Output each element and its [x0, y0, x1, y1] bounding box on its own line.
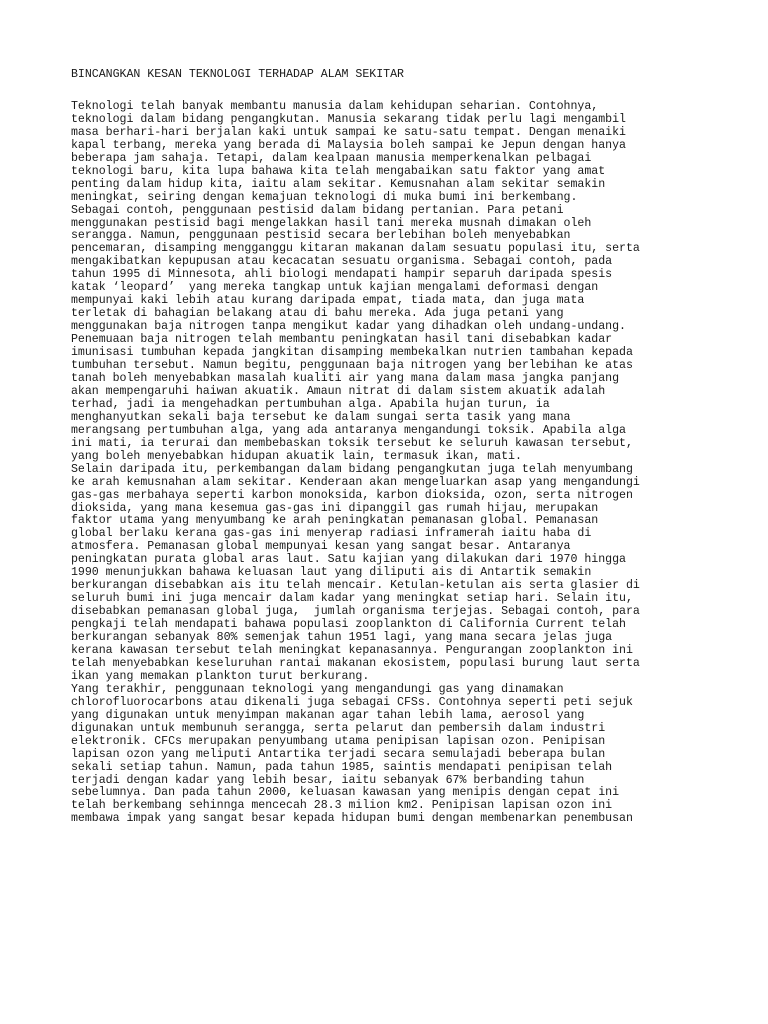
- text-line: disebabkan pemanasan global juga, jumlah organisma terjejas. Sebagai contoh, para: [71, 605, 640, 619]
- text-line: mempunyai kaki lebih atau kurang daripada empat, tiada mata, dan juga mata: [71, 294, 585, 308]
- text-line: Yang terakhir, penggunaan teknologi yang mengandungi gas yang dinamakan: [71, 682, 564, 696]
- text-line: akan mempengaruhi haiwan akuatik. Amaun nitrat di dalam sistem akuatik adalah: [71, 384, 606, 398]
- text-line: berkurangan disebabkan ais itu telah mencair. Ketulan-ketulan ais serta glasier di: [71, 579, 640, 593]
- text-line: tanah boleh menyebabkan masalah kualiti air yang mana dalam masa jangka panjang: [71, 371, 620, 385]
- text-line: Teknologi telah banyak membantu manusia dalam kehidupan seharian. Contohnya,: [71, 99, 599, 113]
- text-line: tumbuhan tersebut. Namun begitu, penggunaan baja nitrogen yang berlebihan ke atas: [71, 359, 633, 373]
- text-line: Penemuaan baja nitrogen telah membantu peningkatan hasil tani disebabkan kadar: [71, 333, 613, 347]
- text-line: teknologi baru, kita lupa bahawa kita telah mengabaikan satu faktor yang amat: [71, 164, 606, 178]
- text-line: beberapa jam sahaja. Tetapi, dalam kealpaan manusia memperkenalkan pelbagai: [71, 151, 592, 165]
- text-line: imunisasi tumbuhan kepada jangkitan disamping membekalkan nutrien tambahan kepada: [71, 346, 633, 360]
- text-line: terletak di bahagian belakang atau di bahu mereka. Ada juga petani yang: [71, 307, 564, 321]
- document-title: BINCANGKAN KESAN TEKNOLOGI TERHADAP ALAM SEKITAR: [71, 68, 404, 81]
- text-line: yang boleh menyebabkan hidupan akuatik lain, termasuk ikan, mati.: [71, 449, 522, 463]
- text-line: peningkatan purata global aras laut. Satu kajian yang dilakukan dari 1970 hingga: [71, 553, 626, 567]
- text-line: sekali setiap tahun. Namun, pada tahun 1985, saintis mendapati penipisan telah: [71, 760, 613, 774]
- text-line: chlorofluorocarbons atau dikenali juga sebagai CFSs. Contohnya seperti peti sejuk: [71, 695, 633, 709]
- title-spacer: [71, 82, 731, 101]
- text-line: berkurangan sebanyak 80% semenjak tahun 1951 lagi, yang mana secara jelas juga: [71, 631, 613, 645]
- text-line: 1990 menunjukkan bahawa keluasan laut yang diliputi ais di Antartik semakin: [71, 566, 592, 580]
- text-line: lapisan ozon yang meliputi Antartika terjadi secara semulajadi beberapa bulan: [71, 747, 606, 761]
- text-line: terjadi dengan kadar yang lebih besar, iaitu sebanyak 67% berbanding tahun: [71, 773, 585, 787]
- text-line: Sebagai contoh, penggunaan pestisid dalam bidang pertanian. Para petani: [71, 203, 564, 217]
- text-line: katak ‘leopard’ yang mereka tangkap untuk kajian mengalami deformasi dengan: [71, 281, 599, 295]
- text-line: penting dalam hidup kita, iaitu alam sekitar. Kemusnahan alam sekitar semakin: [71, 177, 606, 191]
- text-line: ikan yang memakan plankton turut berkurang.: [71, 669, 370, 683]
- text-line: telah berkembang sehinnga mencecah 28.3 milion km2. Penipisan lapisan ozon ini: [71, 799, 613, 813]
- text-line: telah menyebabkan keseluruhan rantai makanan ekosistem, populasi burung laut serta: [71, 656, 640, 670]
- text-line: tahun 1995 di Minnesota, ahli biologi mendapati hampir separuh daripada spesis: [71, 268, 613, 282]
- text-line: meningkat, seiring dengan kemajuan teknologi di muka bumi ini berkembang.: [71, 190, 578, 204]
- text-line: merangsang pertumbuhan alga, yang ada antaranya mengandungi toksik. Apabila alga: [71, 423, 626, 437]
- text-line: kapal terbang, mereka yang berada di Malaysia boleh sampai ke Jepun dengan hanya: [71, 138, 626, 152]
- text-line: dioksida, yang mana kesemua gas-gas ini dipanggil gas rumah hijau, merupakan: [71, 501, 599, 515]
- document-text: [71, 101, 731, 826]
- text-line: pengkaji telah mendapati bahawa populasi zooplankton di California Current telah: [71, 618, 626, 632]
- document-body: [71, 69, 731, 826]
- text-line: terhad, jadi ia mengehadkan pertumbuhan alga. Apabila hujan turun, ia: [71, 397, 550, 411]
- text-line: masa berhari-hari berjalan kaki untuk sampai ke satu-satu tempat. Dengan menaiki: [71, 125, 626, 139]
- text-line: membawa impak yang sangat besar kepada hidupan bumi dengan membenarkan penembusan: [71, 812, 633, 826]
- text-line: kerana kawasan tersebut telah meningkat kepanasannya. Pengurangan zooplankton ini: [71, 643, 633, 657]
- text-line: atmosfera. Pemanasan global mempunyai kesan yang sangat besar. Antaranya: [71, 540, 571, 554]
- text-line: menggunakan baja nitrogen tanpa mengikut kadar yang dihadkan oleh undang-undang.: [71, 320, 626, 334]
- text-line: ini mati, ia terurai dan membebaskan toksik tersebut ke seluruh kawasan tersebut,: [71, 436, 633, 450]
- text-line: gas-gas merbahaya seperti karbon monoksida, karbon dioksida, ozon, serta nitrogen: [71, 488, 633, 502]
- text-line: digunakan untuk membunuh serangga, serta pelarut dan pembersih dalam industri: [71, 721, 606, 735]
- text-line: global berlaku kerana gas-gas ini menyerap radiasi inframerah iaitu haba di: [71, 527, 592, 541]
- text-line: sebelumnya. Dan pada tahun 2000, keluasan kawasan yang menipis dengan cepat ini: [71, 786, 620, 800]
- text-line: faktor utama yang menyumbang ke arah peningkatan pemanasan global. Pemanasan: [71, 514, 599, 528]
- text-line: menghanyutkan sekali baja tersebut ke dalam sungai serta tasik yang mana: [71, 410, 571, 424]
- text-line: menggunakan pestisid bagi mengelakkan hasil tani mereka musnah dimakan oleh: [71, 216, 592, 230]
- text-line: teknologi dalam bidang pengangkutan. Manusia sekarang tidak perlu lagi mengambil: [71, 112, 626, 126]
- text-line: Selain daripada itu, perkembangan dalam bidang pengangkutan juga telah menyumbang: [71, 462, 633, 476]
- text-line: mengakibatkan kepupusan atau kecacatan sesuatu organisma. Sebagai contoh, pada: [71, 255, 613, 269]
- text-line: yang digunakan untuk menyimpan makanan agar tahan lebih lama, aerosol yang: [71, 708, 585, 722]
- text-line: pencemaran, disamping mengganggu kitaran makanan dalam sesuatu populasi itu, serta: [71, 242, 640, 256]
- text-line: seluruh bumi ini juga mencair dalam kadar yang meningkat setiap hari. Selain itu,: [71, 592, 633, 606]
- text-line: serangga. Namun, penggunaan pestisid secara berlebihan boleh menyebabkan: [71, 229, 571, 243]
- text-line: ke arah kemusnahan alam sekitar. Kenderaan akan mengeluarkan asap yang mengandungi: [71, 475, 640, 489]
- text-line: elektronik. CFCs merupakan penyumbang utama penipisan lapisan ozon. Penipisan: [71, 734, 606, 748]
